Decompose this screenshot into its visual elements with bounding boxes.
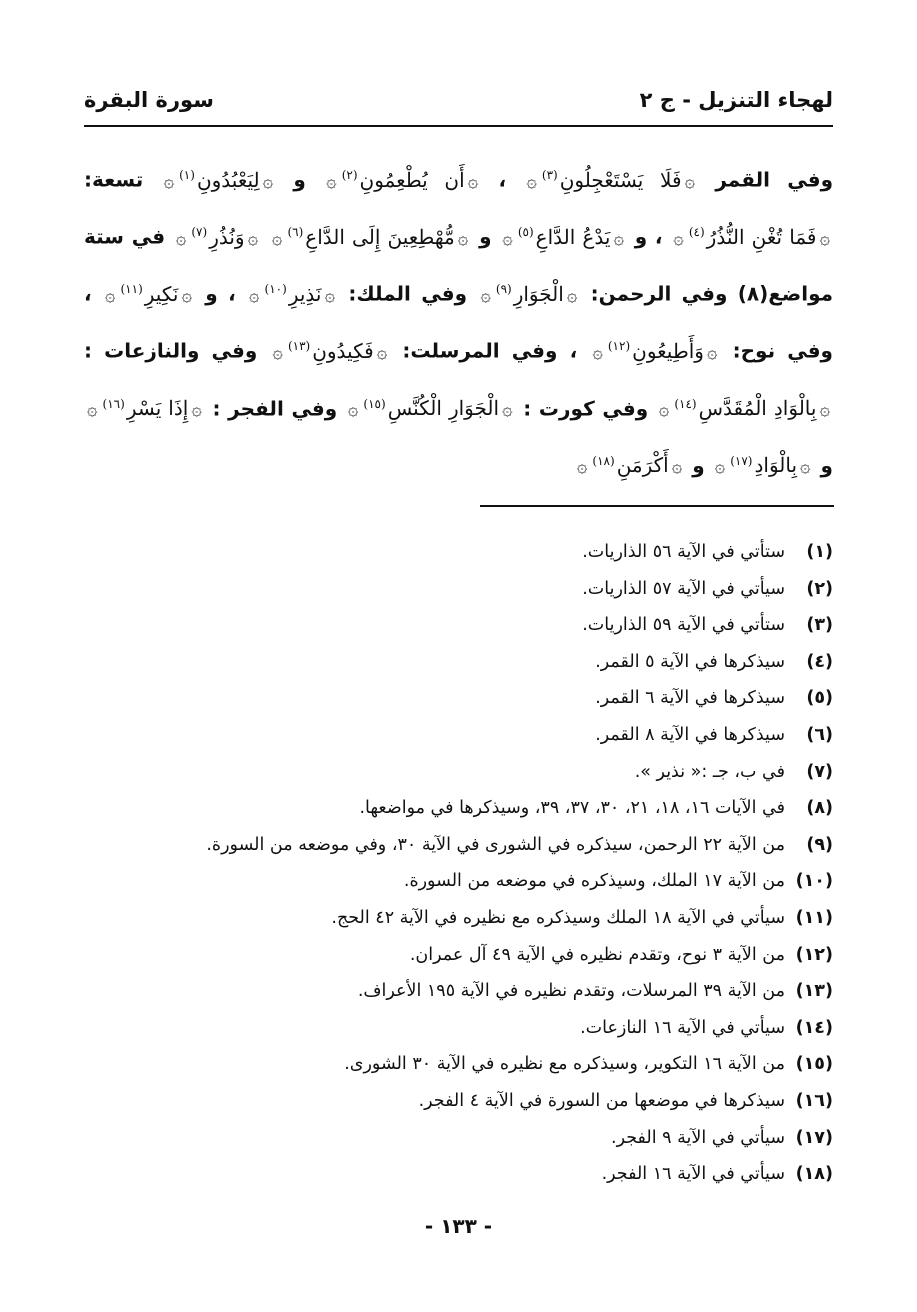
footnote-text: من الآية ٢٢ الرحمن، سيذكره في الشورى في الآية ٣٠، وفي موضعه من السورة. xyxy=(206,834,785,855)
page-number: - ١٣٣ - xyxy=(424,1214,493,1238)
ornament-bracket-icon: ۞ xyxy=(502,399,513,421)
footnote-item xyxy=(84,680,833,717)
footnote-item xyxy=(84,644,833,681)
quran-quote xyxy=(712,453,814,477)
quran-quote xyxy=(246,282,338,306)
quran-quote xyxy=(173,225,261,249)
quote-text: أَكْرَمَنِ xyxy=(616,453,669,478)
ornament-bracket-icon: ۞ xyxy=(526,170,537,192)
footnote-number: (٢) xyxy=(806,578,833,599)
quran-quote xyxy=(589,339,720,363)
footnote-ref[interactable]: (٣) xyxy=(541,168,558,182)
footnote-text: سيذكرها في الآية ٨ القمر. xyxy=(595,724,785,745)
quote-text: فَكِيدُونِ xyxy=(312,339,374,364)
ornament-bracket-icon: ۞ xyxy=(566,284,578,306)
ornament-bracket-icon: ۞ xyxy=(684,170,696,192)
quote-text: فَمَا تُغْنِ النُّذُرُ xyxy=(706,224,817,249)
footnote-text: سيأتي في الآية ١٨ الملك وسيذكره مع نظيره في الآية ٤٢ الحج. xyxy=(331,907,785,928)
ornament-bracket-icon: ۞ xyxy=(87,399,98,421)
footnote-item xyxy=(84,1083,833,1120)
footnote-text: من الآية ١٦ التكوير، وسيذكره مع نظيره في الآية ٣٠ الشورى. xyxy=(344,1054,785,1075)
footnote-number: (١٠) xyxy=(795,871,833,892)
footnote-ref[interactable]: (٩) xyxy=(495,282,512,297)
footnote-item xyxy=(84,1120,833,1157)
footnote-ref[interactable]: (١٦) xyxy=(102,396,125,411)
footnote-item xyxy=(84,607,833,644)
body-text-run: تسعة: xyxy=(84,167,144,192)
footnote-number: (٧) xyxy=(806,761,833,782)
footnote-text: سيذكرها في الآية ٥ القمر. xyxy=(595,651,785,672)
ornament-bracket-icon: ۞ xyxy=(502,227,513,249)
footnote-number: (١١) xyxy=(795,907,833,928)
footnote-number: (١٣) xyxy=(795,981,833,1002)
body-text-run: ، و xyxy=(194,281,236,306)
quran-quote xyxy=(102,282,195,306)
surah-title: سورة البقرة xyxy=(84,88,214,112)
body-text-run: وفي كورت : xyxy=(515,396,649,421)
ornament-bracket-icon: ۞ xyxy=(673,227,684,249)
quote-text: يَدْعُ الدَّاعِ xyxy=(535,224,611,249)
footnote-item xyxy=(84,754,833,791)
footnote-item xyxy=(84,534,833,571)
quran-quote xyxy=(574,453,685,477)
footnote-number: (٦) xyxy=(806,724,833,745)
quran-quote xyxy=(345,396,516,420)
ornament-bracket-icon: ۞ xyxy=(324,284,336,306)
ornament-bracket-icon: ۞ xyxy=(800,456,811,478)
book-title: لهجاء التنزيل - ج ٢ xyxy=(639,88,833,112)
ornament-bracket-icon: ۞ xyxy=(457,227,469,249)
footnote-number: (٤) xyxy=(806,651,833,672)
body-text-run: وفي القمر xyxy=(698,167,833,192)
body-text-run: و xyxy=(471,224,492,249)
ornament-bracket-icon: ۞ xyxy=(714,456,726,478)
ornament-bracket-icon: ۞ xyxy=(326,170,337,192)
footnote-number: (١٨) xyxy=(795,1164,833,1185)
footnote-text: في ب، جـ :« نذير ». xyxy=(634,761,785,782)
header-rule xyxy=(84,125,833,127)
footnote-text: سيأتي في الآية ٥٧ الذاريات. xyxy=(582,578,785,599)
body-text-run: وفي والنازعات : xyxy=(84,339,258,364)
quote-text: نَكِيرِ xyxy=(144,281,179,306)
footnote-text: من الآية ٣٩ المرسلات، وتقدم نظيره في الآية ١٩٥ الأعراف. xyxy=(357,981,785,1002)
footnote-item xyxy=(84,827,833,864)
quote-text: بِالْوَادِ xyxy=(754,453,798,478)
footnote-number: (١٤) xyxy=(795,1017,833,1038)
quote-text: لِيَعْبُدُونِ xyxy=(196,167,260,192)
footnote-text: سيأتي في الآية ١٦ الفجر. xyxy=(601,1164,785,1185)
footnote-text: ستأتي في الآية ٥٩ الذاريات. xyxy=(582,615,785,636)
quran-quote xyxy=(670,225,833,249)
quote-text: أَن يُطْعِمُونِ xyxy=(359,167,465,192)
ornament-bracket-icon: ۞ xyxy=(467,170,479,192)
quran-quote xyxy=(269,225,471,249)
quran-quote xyxy=(269,339,390,363)
footnote-number: (١٢) xyxy=(795,944,833,965)
body-text-run: ، وفي المرسلت: xyxy=(390,339,578,364)
body-text-run: و xyxy=(276,167,306,192)
footnote-ref[interactable]: (١٣) xyxy=(287,339,311,354)
quote-text: مُّهْطِعِينَ إِلَى الدَّاعِ xyxy=(305,224,455,249)
body-text-run: ، xyxy=(481,167,507,192)
footnote-number: (١٥) xyxy=(795,1054,833,1075)
ornament-bracket-icon: ۞ xyxy=(658,399,670,421)
quote-text: وَنُذُرِ xyxy=(209,224,245,249)
footnote-number: (٩) xyxy=(806,834,833,855)
footnote-item xyxy=(84,571,833,608)
footnote-list xyxy=(84,534,833,1193)
footnote-text: سيذكرها في موضعها من السورة في الآية ٤ الفجر. xyxy=(418,1090,785,1111)
quote-text: إِذَا يَسْرِ xyxy=(126,396,189,421)
footnote-separator xyxy=(480,505,834,507)
quote-text: بِالْوَادِ الْمُقَدَّسِ xyxy=(698,396,817,421)
footnote-ref[interactable]: (١٠) xyxy=(264,282,287,297)
ornament-bracket-icon: ۞ xyxy=(576,456,588,478)
footnote-ref[interactable]: (٤) xyxy=(688,225,705,240)
quote-text: فَلَا يَسْتَعْجِلُونِ xyxy=(559,167,682,192)
quran-quote xyxy=(656,396,833,420)
quote-text: وَأَطِيعُونِ xyxy=(632,339,704,364)
ornament-bracket-icon: ۞ xyxy=(272,342,283,364)
footnote-number: (٣) xyxy=(806,615,833,636)
footnote-number: (٨) xyxy=(806,798,833,819)
footnote-ref[interactable]: (١٧) xyxy=(730,453,753,468)
ornament-bracket-icon: ۞ xyxy=(247,227,259,249)
ornament-bracket-icon: ۞ xyxy=(163,170,175,192)
body-text-run: و xyxy=(685,453,705,478)
footnote-text: من الآية ١٧ الملك، وسيذكره في موضعه من السورة. xyxy=(403,871,785,892)
quote-text: الْجَوَارِ xyxy=(513,281,564,306)
footnote-ref[interactable]: (٧) xyxy=(191,225,208,240)
body-text-run: وفي الملك: xyxy=(338,281,467,306)
footnote-text: من الآية ٣ نوح، وتقدم نظيره في الآية ٤٩ آل عمران. xyxy=(409,944,785,965)
quran-quote xyxy=(499,225,627,249)
body-text-run: ، وفي نوح: xyxy=(84,281,833,364)
ornament-bracket-icon: ۞ xyxy=(347,399,359,421)
footnote-ref[interactable]: (٦) xyxy=(287,225,304,240)
body-text-run: وفي الفجر : xyxy=(204,396,338,421)
body-text-run: و xyxy=(813,453,833,478)
quran-quote xyxy=(161,168,277,192)
footnote-item xyxy=(84,863,833,900)
footnote-ref[interactable]: (٢) xyxy=(341,168,358,182)
footnote-item xyxy=(84,1046,833,1083)
footnote-item xyxy=(84,973,833,1010)
footnote-text: سيأتي في الآية ١٦ النازعات. xyxy=(580,1017,785,1038)
footnote-number: (١) xyxy=(806,542,833,562)
footnote-ref[interactable]: (١١) xyxy=(120,282,143,297)
footnote-item xyxy=(84,717,833,754)
footnote-ref[interactable]: (٥) xyxy=(517,225,534,240)
ornament-bracket-icon: ۞ xyxy=(376,342,388,364)
footnote-item xyxy=(84,1156,833,1193)
footnote-ref[interactable]: (١٨) xyxy=(592,453,615,468)
footnote-number: (٥) xyxy=(806,688,833,709)
footnote-text: سيذكرها في الآية ٦ القمر. xyxy=(595,688,785,709)
quran-quote xyxy=(323,168,481,192)
quran-quote xyxy=(84,396,205,420)
ornament-bracket-icon: ۞ xyxy=(249,284,260,306)
footnote-item xyxy=(84,937,833,974)
quran-quote xyxy=(477,282,580,306)
footnote-number: (١٦) xyxy=(795,1090,833,1111)
running-header xyxy=(84,80,833,120)
ornament-bracket-icon: ۞ xyxy=(104,284,116,306)
footnote-item xyxy=(84,790,833,827)
footnote-ref[interactable]: (١٥) xyxy=(363,396,386,411)
ornament-bracket-icon: ۞ xyxy=(819,227,831,249)
ornament-bracket-icon: ۞ xyxy=(262,170,274,192)
footnote-item xyxy=(84,1010,833,1047)
ornament-bracket-icon: ۞ xyxy=(592,342,603,364)
footnote-text: في الآيات ١٦، ١٨، ٢١، ٣٠، ٣٧، ٣٩، وسيذكرها في مواضعها. xyxy=(359,798,785,819)
ornament-bracket-icon: ۞ xyxy=(671,456,683,478)
footnote-ref[interactable]: (١٢) xyxy=(607,339,631,354)
footnote-ref[interactable]: (١) xyxy=(179,168,195,182)
ornament-bracket-icon: ۞ xyxy=(819,399,830,421)
quote-text: نَذِيرِ xyxy=(288,281,322,306)
footnote-number: (١٧) xyxy=(795,1127,833,1148)
footnote-item xyxy=(84,900,833,937)
body-text-run: ، و xyxy=(626,224,663,249)
ornament-bracket-icon: ۞ xyxy=(191,399,202,421)
quran-quote xyxy=(523,168,698,192)
ornament-bracket-icon: ۞ xyxy=(175,227,187,249)
quote-text: الْجَوَارِ الْكُنَّسِ xyxy=(387,396,500,421)
footnote-text: ستأتي في الآية ٥٦ الذاريات. xyxy=(582,542,785,562)
ornament-bracket-icon: ۞ xyxy=(480,284,491,306)
footnote-ref[interactable]: (١٤) xyxy=(674,396,697,411)
ornament-bracket-icon: ۞ xyxy=(181,284,192,306)
footnote-text: سيأتي في الآية ٩ الفجر. xyxy=(611,1127,785,1148)
ornament-bracket-icon: ۞ xyxy=(706,342,718,364)
body-paragraph xyxy=(84,150,833,493)
body-text-run: في ستة مواضع(٨) وفي الرحمن: xyxy=(84,224,833,306)
ornament-bracket-icon: ۞ xyxy=(271,227,283,249)
ornament-bracket-icon: ۞ xyxy=(613,227,624,249)
